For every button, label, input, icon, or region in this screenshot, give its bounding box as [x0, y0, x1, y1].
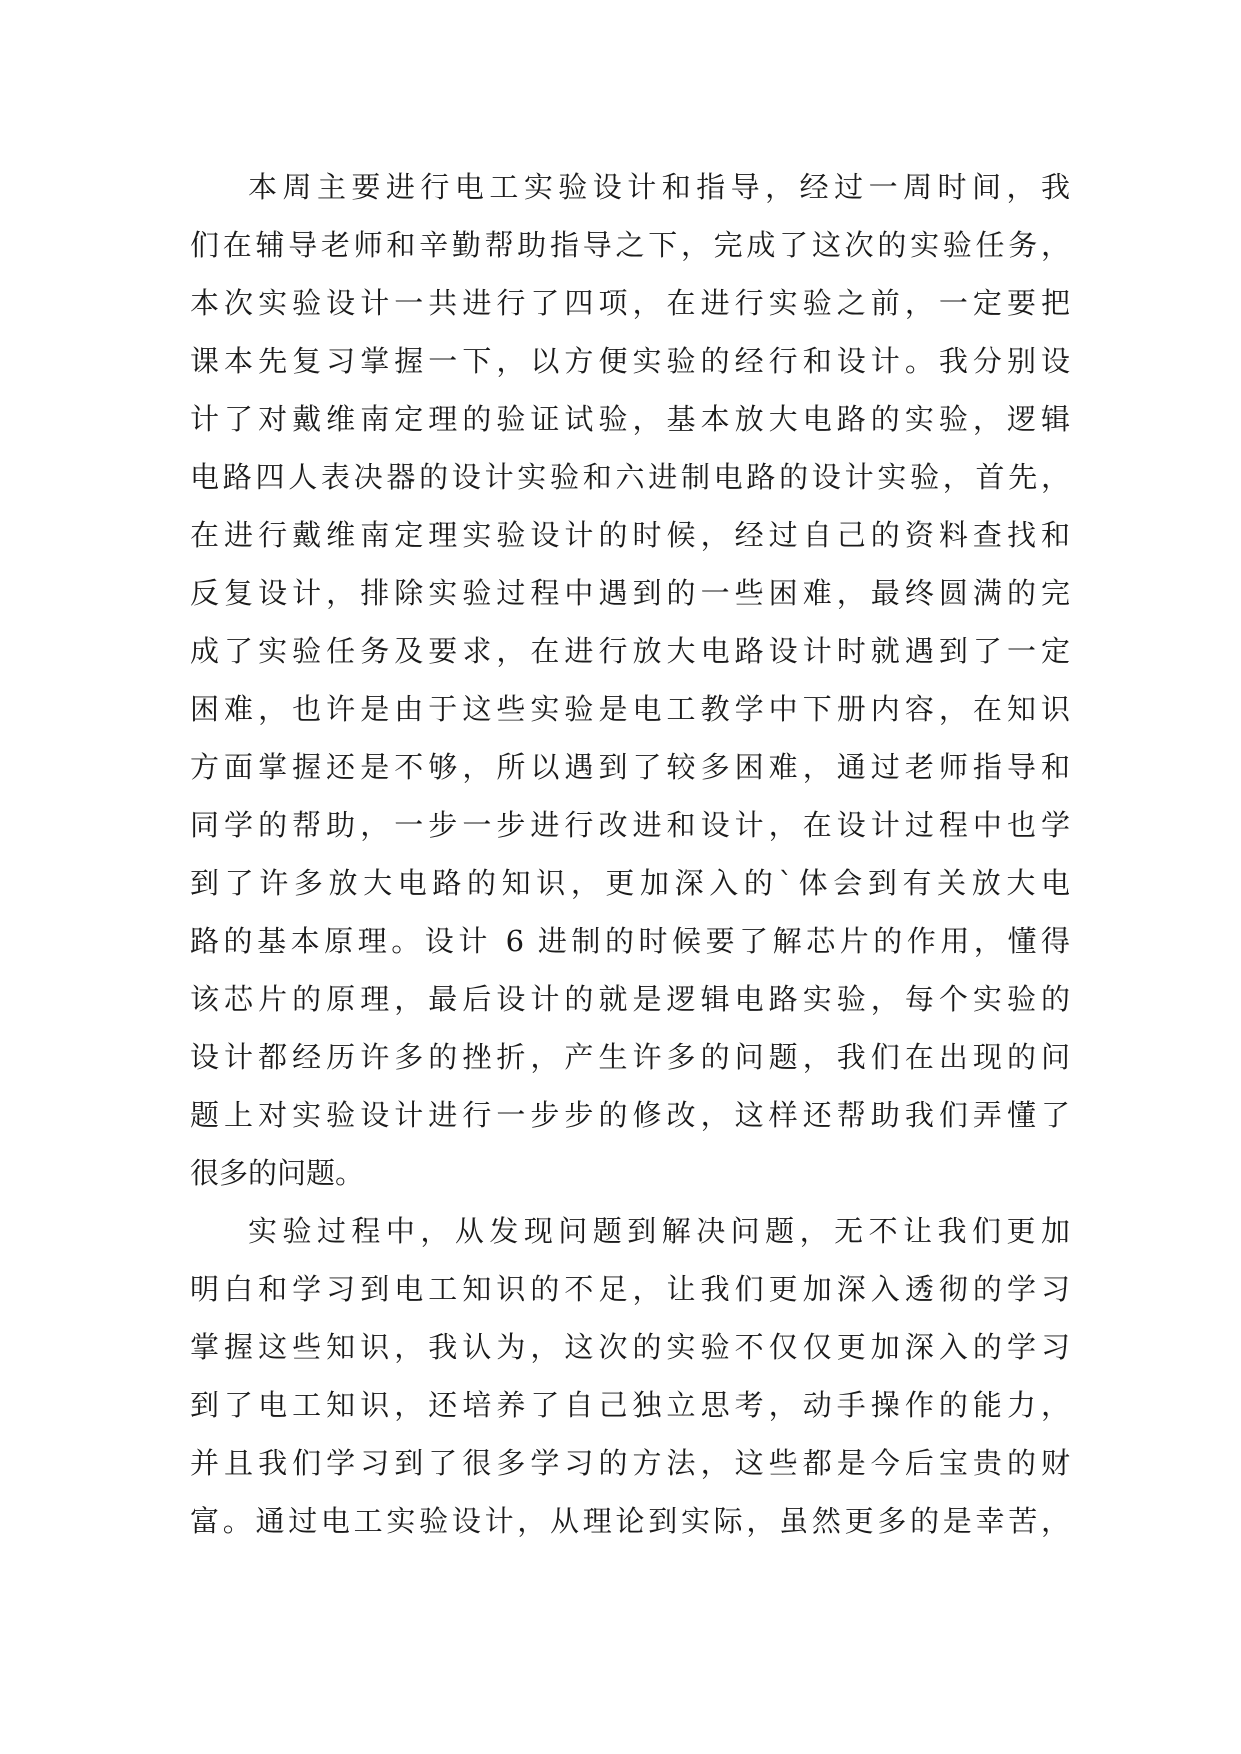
text-line: 们在辅导老师和辛勤帮助指导之下，完成了这次的实验任务，: [190, 228, 1070, 262]
text-line: 到了许多放大电路的知识，更加深入的`体会到有关放大电: [190, 866, 1070, 900]
document-body: [190, 158, 1070, 1550]
text-line: 困难，也许是由于这些实验是电工教学中下册内容，在知识: [190, 692, 1070, 726]
text-line: 路的基本原理。设计 6 进制的时候要了解芯片的作用，懂得: [190, 924, 1070, 958]
text-line: 同学的帮助，一步一步进行改进和设计，在设计过程中也学: [190, 808, 1070, 842]
text-line: 到了电工知识，还培养了自己独立思考，动手操作的能力，: [190, 1388, 1070, 1422]
text-line: 方面掌握还是不够，所以遇到了较多困难，通过老师指导和: [190, 750, 1070, 784]
text-line: 本次实验设计一共进行了四项，在进行实验之前，一定要把: [190, 286, 1070, 320]
paragraph: [190, 1202, 1070, 1550]
text-line: 明白和学习到电工知识的不足，让我们更加深入透彻的学习: [190, 1272, 1070, 1306]
text-line: 实验过程中，从发现问题到解决问题，无不让我们更加: [248, 1214, 1070, 1248]
text-line: 本周主要进行电工实验设计和指导，经过一周时间，我: [248, 170, 1070, 204]
text-line: 题上对实验设计进行一步步的修改，这样还帮助我们弄懂了: [190, 1098, 1070, 1132]
text-line: 并且我们学习到了很多学习的方法，这些都是今后宝贵的财: [190, 1446, 1070, 1480]
text-line: 富。通过电工实验设计，从理论到实际，虽然更多的是幸苦，: [190, 1504, 1070, 1538]
text-line: 反复设计，排除实验过程中遇到的一些困难，最终圆满的完: [190, 576, 1070, 610]
text-line: 电路四人表决器的设计实验和六进制电路的设计实验，首先，: [190, 460, 1070, 494]
paragraph: [190, 158, 1070, 1202]
text-line: 该芯片的原理，最后设计的就是逻辑电路实验，每个实验的: [190, 982, 1070, 1016]
text-line: 掌握这些知识，我认为，这次的实验不仅仅更加深入的学习: [190, 1330, 1070, 1364]
text-line: 课本先复习掌握一下，以方便实验的经行和设计。我分别设: [190, 344, 1070, 378]
text-line: 计了对戴维南定理的验证试验，基本放大电路的实验，逻辑: [190, 402, 1070, 436]
text-line: 成了实验任务及要求，在进行放大电路设计时就遇到了一定: [190, 634, 1070, 668]
text-line: 在进行戴维南定理实验设计的时候，经过自己的资料查找和: [190, 518, 1070, 552]
text-line: 设计都经历许多的挫折，产生许多的问题，我们在出现的问: [190, 1040, 1070, 1074]
text-line: 很多的问题。: [190, 1156, 365, 1190]
